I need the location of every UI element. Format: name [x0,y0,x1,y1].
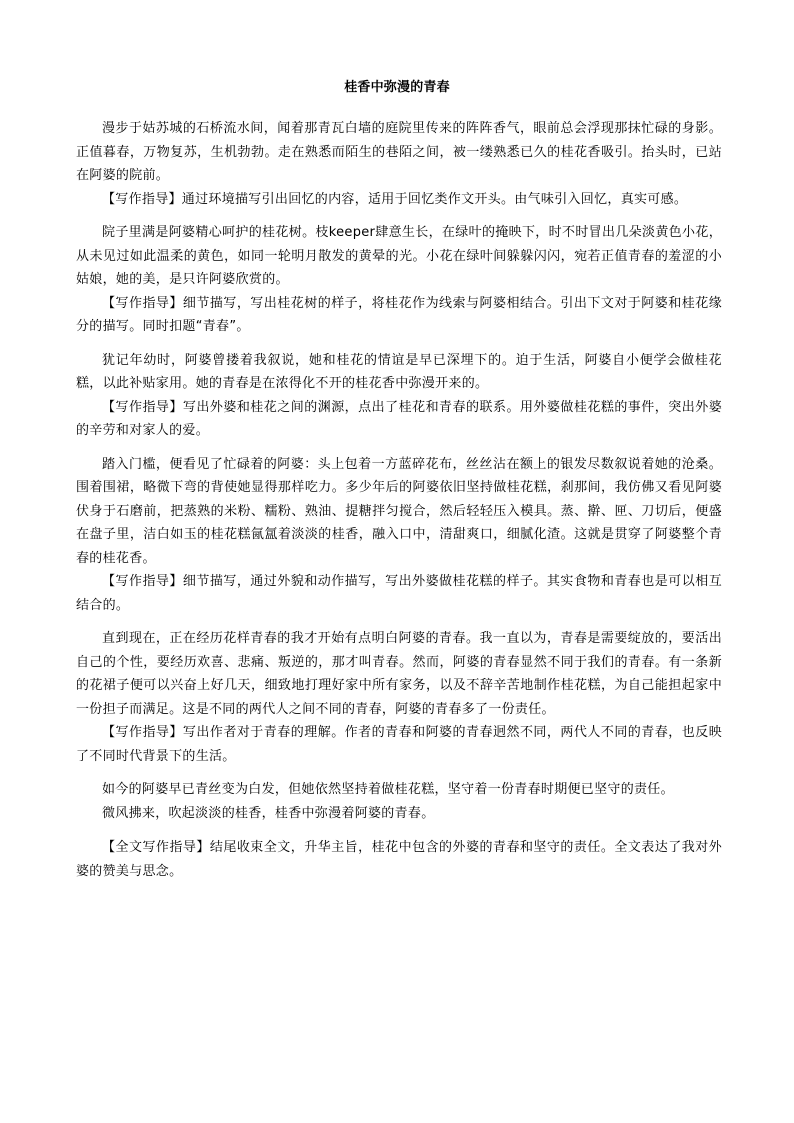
document-title: 桂香中弥漫的青春 [344,80,450,95]
paragraph-making-cake: 踏入门槛，便看见了忙碌着的阿婆：头上包着一方蓝碎花布，丝丝沾在额上的银发尽数叙说着她的沧桑。围着围裙，略微下弯的背使她显得那样吃力。多少年后的阿婆依旧坚持做桂花糕，刹那间，我仿佛又看见阿婆伏身于石磨前，把蒸熟的米粉、糯粉、熟油、提糖拌匀搅合，然后轻轻压入模具。蒸、擀、匣、刀切后，便盛在盘子里，洁白如玉的桂花糕氤氲着淡淡的桂香，融入口中，清甜爽口，细腻化渣。这就是贯穿了阿婆整个青春的桂花香。 [76,456,722,566]
paragraph-grandma-now: 如今的阿婆早已青丝变为白发，但她依然坚持着做桂花糕，坚守着一份青春时期便已坚守的责任。 [102,782,674,797]
paragraph-youth-reflection: 直到现在，正在经历花样青春的我才开始有点明白阿婆的青春。我一直以为，青春是需要绽放的，要活出自己的个性，要经历欢喜、悲痛、叛逆的，那才叫青春。然而，阿婆的青春显然不同于我们的青春。有一条新的花裙子便可以兴奋上好几天，细致地打理好家中所有家务，以及不辞辛苦地制作桂花糕，为自己能担起家中一份担子而满足。这是不同的两代人之间不同的青春，阿婆的青春多了一份责任。 [76,631,722,717]
writing-guide-4: 【写作指导】细节描写，通过外貌和动作描写，写出外婆做桂花糕的样子。其实食物和青春也是可以相互结合的。 [76,574,722,613]
writing-guide-3: 【写作指导】写出外婆和桂花之间的渊源，点出了桂花和青春的联系。用外婆做桂花糕的事件，突出外婆的辛劳和对家人的爱。 [76,399,722,438]
document-body [76,117,722,883]
paragraph-closing-line: 微风拂来，吹起淡淡的桂香，桂香中弥漫着阿婆的青春。 [102,805,435,821]
paragraph-childhood-memory: 犹记年幼时，阿婆曾搂着我叙说，她和桂花的情谊是早已深埋下的。迫于生活，阿婆自小便学会做桂花糕，以此补贴家用。她的青春是在浓得化不开的桂花香中弥漫开来的。 [76,352,722,391]
paragraph-osmanthus-tree: 院子里满是阿婆精心呵护的桂花树。枝keeper肆意生长，在绿叶的掩映下，时不时冒出几朵淡黄色小花，从未见过如此温柔的黄色，如同一轮明月散发的黄晕的光。小花在绿叶间躲躲闪闪，宛若正值青春的羞涩的小姑娘，她的美，是只许阿婆欣赏的。 [76,225,722,287]
writing-guide-2: 【写作指导】细节描写，写出桂花树的样子，将桂花作为线索与阿婆相结合。引出下文对于阿婆和桂花缘分的描写。同时扣题“青春”。 [76,295,722,334]
writing-guide-5: 【写作指导】写出作者对于青春的理解。作者的青春和阿婆的青春迥然不同，两代人不同的青春，也反映了不同时代背景下的生活。 [76,725,722,764]
writing-guide-1: 【写作指导】通过环境描写引出回忆的内容，适用于回忆类作文开头。由气味引入回忆，真实可感。 [102,191,688,207]
writing-guide-full: 【全文写作指导】结尾收束全文，升华主旨，桂花中包含的外婆的青春和坚守的责任。全文表达了我对外婆的赞美与思念。 [76,840,722,879]
paragraph-intro: 漫步于姑苏城的石桥流水间，闻着那青瓦白墙的庭院里传来的阵阵香气，眼前总会浮现那抹忙碌的身影。正值暮春，万物复苏，生机勃勃。走在熟悉而陌生的巷陌之间，被一缕熟悉已久的桂花香吸引。抬头时，已站在阿婆的院前。 [76,121,722,183]
